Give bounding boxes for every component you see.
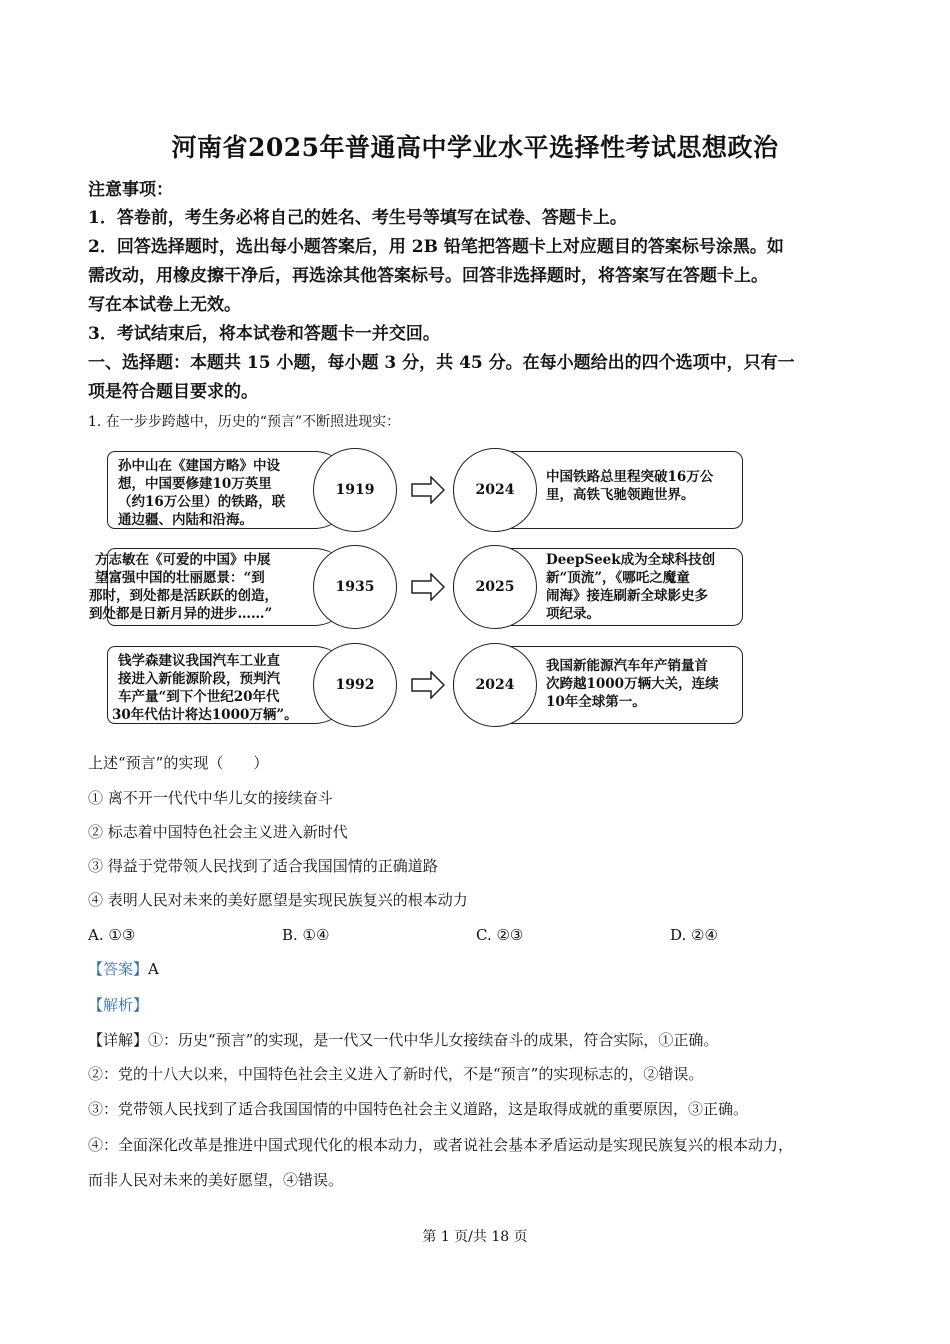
- notice-item: 1．答卷前，考生务必将自己的姓名、考生号等填写在试卷、答题卡上。: [88, 208, 627, 228]
- notice-item: 写在本试卷上无效。: [88, 295, 241, 315]
- page-footer: 第 1 页/共 18 页: [422, 1229, 528, 1245]
- prophecy-text: 方志敏在《可爱的中国》中展 望富强中国的壮丽愿景：“到 那时，到处都是活跃跃的创造， 到处都是日新月异的进步……”: [89, 552, 278, 622]
- timeline-row: [89, 545, 743, 629]
- detail-line: [88, 1031, 718, 1049]
- section-heading: 一、选择题：本题共 15 小题，每小题 3 分，共 45 分。在每小题给出的四个选项中，只有一: [88, 353, 795, 373]
- page-title: 河南省2025年普通高中学业水平选择性考试思想政治: [171, 133, 779, 162]
- question-intro: 1. 在一步步跨越中，历史的“预言”不断照进现实：: [88, 414, 401, 430]
- section-heading: 项是符合题目要求的。: [88, 382, 258, 402]
- right-arrow-icon: [411, 671, 445, 699]
- detail-line: ④：全面深化改革是推进中国式现代化的根本动力，或者说社会基本矛盾运动是实现民族复兴的根本动力，: [88, 1136, 794, 1154]
- question-stem: 上述“预言”的实现（ ）: [88, 754, 269, 772]
- option-b: B. ①④: [282, 926, 330, 944]
- statement: ① 离不开一代代中华儿女的接续奋斗: [88, 789, 333, 807]
- year-from-circle: 1919: [313, 448, 397, 532]
- notice-item: 3．考试结束后，将本试卷和答题卡一并交回。: [88, 324, 440, 344]
- year-from-circle: 1935: [313, 545, 397, 629]
- right-arrow-icon: [411, 573, 445, 601]
- answer-tag: 【答案】: [88, 960, 149, 978]
- answer-line: [88, 960, 159, 978]
- statement: ② 标志着中国特色社会主义进入新时代: [88, 823, 348, 841]
- answer-value: A: [148, 960, 159, 978]
- detail-tag: 【详解】: [88, 1031, 149, 1049]
- prophecy-text: 孙中山在《建国方略》中设 想，中国要修建10万英里 （约16万公里）的铁路，联 通边疆、内陆和沿海。: [118, 458, 286, 528]
- detail-line: ②：党的十八大以来，中国特色社会主义进入了新时代，不是“预言”的实现标志的，②错误。: [88, 1065, 704, 1083]
- reality-text: 我国新能源汽车年产销量首 次跨越1000万辆大关，连续 10年全球第一。: [546, 658, 719, 710]
- prophecy-text: 钱学森建议我国汽车工业直 接进入新能源阶段，预判汽 车产量“到下个世纪20年代 30年代估计将达1000万辆”。: [112, 653, 298, 723]
- reality-text: 中国铁路总里程突破16万公 里，高铁飞驰领跑世界。: [546, 469, 714, 503]
- analysis-tag: 【解析】: [88, 996, 149, 1014]
- year-to-circle: 2024: [453, 643, 537, 727]
- option-d: D. ②④: [670, 926, 718, 944]
- statement: ④ 表明人民对未来的美好愿望是实现民族复兴的根本动力: [88, 891, 468, 909]
- statement: ③ 得益于党带领人民找到了适合我国国情的正确道路: [88, 857, 438, 875]
- detail-line: 而非人民对未来的美好愿望，④错误。: [88, 1171, 344, 1189]
- detail-text: ①：历史“预言”的实现，是一代又一代中华儿女接续奋斗的成果，符合实际，①正确。: [148, 1031, 719, 1049]
- notice-item: 2．回答选择题时，选出每小题答案后，用 2B 铅笔把答题卡上对应题目的答案标号涂黑。如: [88, 237, 784, 257]
- option-a: A. ①③: [88, 926, 136, 944]
- timeline-row: [107, 448, 743, 532]
- year-to-circle: 2024: [453, 448, 537, 532]
- year-from-circle: 1992: [313, 643, 397, 727]
- notice-heading: 注意事项：: [88, 180, 173, 200]
- year-to-circle: 2025: [453, 545, 537, 629]
- notice-item: 需改动，用橡皮擦干净后，再选涂其他答案标号。回答非选择题时，将答案写在答题卡上。: [88, 266, 768, 286]
- detail-line: ③：党带领人民找到了适合我国国情的中国特色社会主义道路，这是取得成就的重要原因，③正确。: [88, 1100, 749, 1118]
- timeline-row: [107, 643, 743, 727]
- option-c: C. ②③: [476, 926, 524, 944]
- right-arrow-icon: [411, 476, 445, 504]
- reality-text: DeepSeek成为全球科技创 新“顶流”，《哪吒之魔童 闹海》接连刷新全球影史多 项纪录。: [546, 552, 716, 622]
